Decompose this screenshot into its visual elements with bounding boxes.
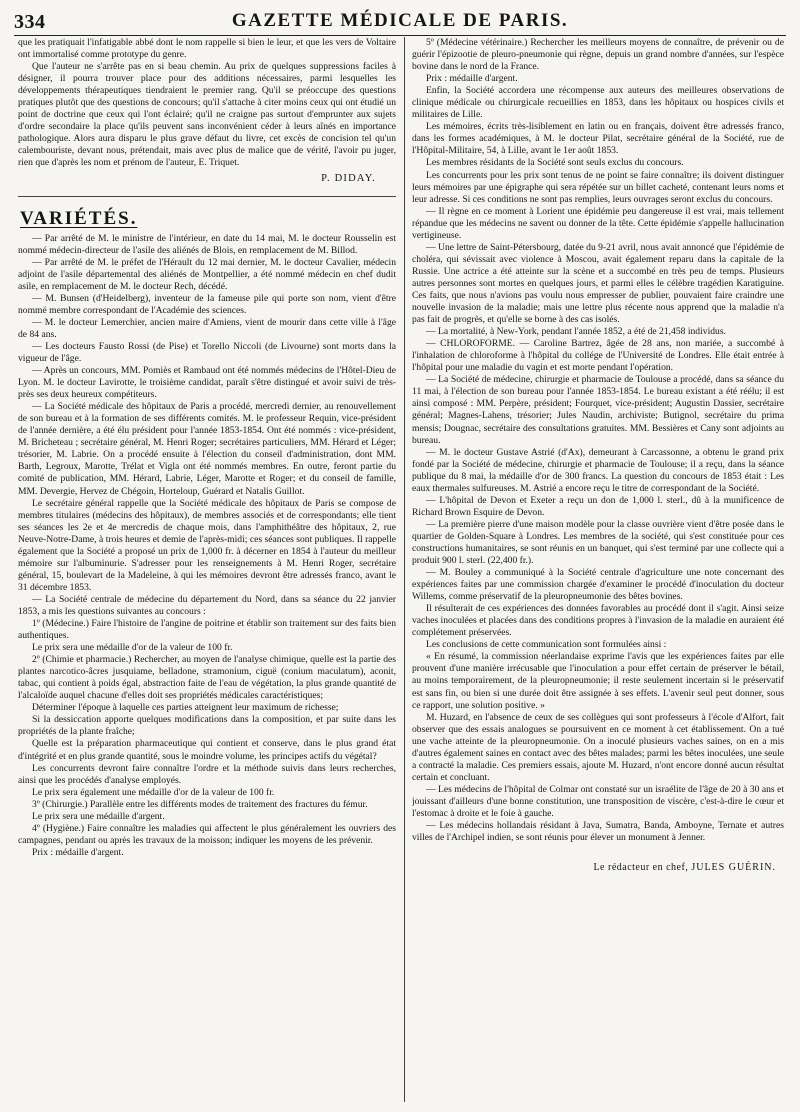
article-paragraph: — L'hôpital de Devon et Exeter a reçu un don de 1,000 l. sterl., dû à la munificence de Richard Brown Esquire de Devon. [412,494,784,518]
article-paragraph: 2º (Chimie et pharmacie.) Rechercher, au moyen de l'analyse chimique, quelle est la partie des plantes narcotico-âcres jusquiame, belladone, stramonium, ciguë (conium maculatum), aconit, tabac, qui contient à poids égal, abstraction faite de l'eau de végétation, la plus grande quantité de l'alcaloïde auquel chacune d'elles doit ses propriétés médicales caractéristiques; [18,654,396,702]
article-paragraph: — M. Bouley a communiqué à la Société centrale d'agriculture une note concernant des expériences faites par une commission chargée d'examiner le procédé d'inoculation du docteur Willems, comme préservatif de la pleuropneumonie des bêtes bovines. [412,567,784,603]
article-paragraph: — Les médecins hollandais résidant à Java, Sumatra, Banda, Amboyne, Ternate et autres villes de l'Archipel indien, se sont réunis pour élever un monument à Jenner. [412,820,784,844]
article-paragraph: — Par arrêté de M. le préfet de l'Hérault du 12 mai dernier, M. le docteur Cavalier, médecin adjoint de l'asile départemental des aliénés de Montpellier, a été nommé médecin en chef dudit asile, en remplacement de M. le docteur Rech, décédé. [18,256,396,292]
article-paragraph: Le prix sera une médaille d'argent. [32,810,165,822]
article-paragraph: — Les médecins de l'hôpital de Colmar ont constaté sur un israélite de l'âge de 20 à 30 ans et jouissant d'ailleurs d'une bonne constitution, une transposition de viscère, c'est-à-dire le cœur et l'estomac à droite et le foie à gauche. [412,783,784,819]
article-paragraph: Enfin, la Société accordera une récompense aux auteurs des meilleures observations de clinique médicale ou chirurgicale recueillies en 1853, dans les hôpitaux ou hospices civils et militaires de Lille. [412,85,784,121]
journal-title: GAZETTE MÉDICALE DE PARIS. [231,10,569,31]
article-paragraph: Il résulterait de ces expériences des données favorables au procédé dont il s'agit. Ainsi seize vaches inoculées et placées dans des conditions propres à l'invasion de la maladie en auraient été complétement préservées. [412,603,784,639]
article-paragraph: Prix : médaille d'argent. [426,73,518,85]
column-divider [404,37,405,1102]
article-paragraph: — La Société de médecine, chirurgie et pharmacie de Toulouse a procédé, dans sa séance du 11 mai, à l'élection de son bureau pour l'année 1853-1854. Le bureau existant a été réélu; il est ainsi composé : MM. Perpère, président; Fourquet, vice-président; Augustin Dassier, secrétaire général; Magnes-Lahens, trésorier; Jules Naudin, archiviste; Butignol, secrétaire du prima mensis; Dougnac, secrétaire des consultations gratuites. MM. Bessières et Cany sont adjoints au bureau. [412,374,784,446]
article-paragraph: 1º (Médecine.) Faire l'histoire de l'angine de poitrine et établir son traitement sur des faits bien authentiques. [18,618,396,642]
article-paragraph: — Par arrêté de M. le ministre de l'intérieur, en date du 14 mai, M. le docteur Rousselin est nommé médecin-directeur de l'asile des aliénés de Blois, en remplacement de M. Billod. [18,232,396,256]
editor-prefix: Le rédacteur en chef, [593,862,689,874]
article-paragraph: Le secrétaire général rappelle que la Société médicale des hôpitaux de Paris se compose de membres titulaires (médecins des hôpitaux), de membres associés et de correspondants; elle tient ses séances les 2e et 4e mercredis de chaque mois, dans l'amphithéâtre des hôpitaux, 2, rue Neuve-Notre-Dame, à trois heures et demie de l'après-midi; ces séances sont publiques. Il rappelle également que la Société a proposé un prix de 1,000 fr. à décerner en 1854 à l'auteur du meilleur mémoire sur l'albuminurie. S'adresser pour les renseignements à M. Henri Roger, secrétaire général, 15, boulevart de la Madeleine, à qui les mémoires devront être adressés franco, avant le 31 décembre 1853. [18,497,396,593]
review-paragraph: Que l'auteur ne s'arrête pas en si beau chemin. Au prix de quelques suppressions faciles à désigner, il pourra trouver place pour des additions nécessaires, parmi lesquelles les développements thérapeutiques tiendraient le premier rang. Qu'il se préoccupe des questions pratiques plutôt que des questions de concours; qu'il s'attache à citer moins ceux qui ont étudié un point de doctrine que ceux qui l'ont éclairé; qu'il ne craigne pas surtout d'emprunter aux sujets d'ordre secondaire la place qu'ils peuvent sans inconvénient céder à leurs aînés en importance pathologique. Alors aura disparu le plus grave défaut du livre, cet excès de concision tel qu'un calembouriste, devant nous, prétendait, mais avec plus de malice que de vérité, l'avoir pu juger, rien que d'après les nom et prénom de l'auteur, E. Triquet. [18,61,396,169]
article-paragraph: Prix : médaille d'argent. [32,846,124,858]
article-paragraph: Les concurrents pour les prix sont tenus de ne point se faire connaître; ils doivent distinguer leurs mémoires par une épigraphe qui sera répétée sur un billet cacheté, contenant leurs noms et leur adresse. Si ces conditions ne sont pas remplies, leurs ouvrages seront exclus du concours. [412,169,784,205]
article-paragraph: Les conclusions de cette communication sont formulées ainsi : [426,639,667,651]
article-paragraph: Si la dessiccation apporte quelques modifications dans la composition, et par suite dans les propriétés de la plante fraîche; [18,714,396,738]
article-paragraph: Les concurrents devront faire connaître l'ordre et la méthode suivis dans leurs recherches, ainsi que les procédés d'analyse employés. [18,762,396,786]
section-separator [18,184,396,204]
article-paragraph: — Une lettre de Saint-Pétersbourg, datée du 9-21 avril, nous avait annoncé que l'épidémie de choléra, qui sévissait avec violence à Moscou, avait également reparu dans la capitale de la Russie. Une actrice a été atteinte sur la scène et a succombé en très peu de temps. Plusieurs autres personnes sont mortes en quelques jours, et parmi elles le célèbre tragédien Karatiguine. Ces faits, que nous n'avions pas voulu nous empresser de publier, pouvaient faire craindre une nouvelle invasion de la maladie; mais une lettre plus récente nous apprend que la maladie n'a pas fait de progrès, et qu'elle se borne à des cas isolés. [412,241,784,326]
review-signature: P. DIDAY. [321,172,376,184]
article-paragraph: — Après un concours, MM. Pomiès et Rambaud ont été nommés médecins de l'Hôtel-Dieu de Lyon. M. le docteur Lavirotte, le troisième candidat, paraît s'être distingué et avoir suivi de très-près ses deux heureux compétiteurs. [18,365,396,401]
editor-signature [412,862,776,873]
varietes-items [18,233,396,859]
article-paragraph: M. Huzard, en l'absence de ceux de ses collègues qui sont professeurs à l'école d'Alfort, fait observer que des essais analogues se poursuivent en ce moment à cet établissement. On a tué une vache atteinte de la pleuropneumonie. On a inoculé plusieurs vaches saines, on en a mis d'autres également saines en contact avec des bêtes malades; parmi les bêtes inoculées, une seule a contracté la maladie. Ces premiers essais, ajoute M. Huzard, n'ont encore donné aucun résultat certain et concluant. [412,711,784,783]
article-paragraph: — La Société centrale de médecine du département du Nord, dans sa séance du 22 janvier 1853, a mis les questions suivantes au concours : [18,593,396,617]
article-paragraph: — M. Bunsen (d'Heidelberg), inventeur de la fameuse pile qui porte son nom, vient d'être nommé membre correspondant de l'Académie des sciences. [18,292,396,316]
section-title: VARIÉTÉS. [20,207,138,229]
page-number: 334 [14,11,46,33]
article-paragraph: 3º (Chirurgie.) Parallèle entre les différents modes de traitement des fractures du fémur. [32,798,368,810]
article-paragraph: — La Société médicale des hôpitaux de Paris a procédé, mercredi dernier, au renouvellement de son bureau et à la formation de ses différents comités. M. le professeur Requin, vice-président de l'année dernière, a été élu président pour l'année 1853-1854. Ont été nommés : vice-président, M. Bricheteau ; secrétaire général, M. Henri Roger; secrétaires particuliers, MM. Hérard et Léger; trésorier, M. Labrie. On a procédé ensuite à l'élection du conseil d'administration, dont MM. Barth, Legroux, Marotte, Trélat et Vigla ont été nommés membres. En outre, feront partie du comité de publication, MM. Hérard, Labrie, Léger, Marotte et Roger; et du conseil de famille, MM. Devergie, Hervez de Chégoin, Horteloup, Guérard et Natalis Guillot. [18,401,396,497]
article-paragraph: « En résumé, la commission néerlandaise exprime l'avis que les expériences faites par elle prouvent d'une manière irrécusable que l'inoculation a pour effet certain de préserver le bétail, au moins temporairement, de la pleuropneumonie; il reste seulement incertain si le préservatif est sans fin, ou bien si une durée doit être assignée à ses effets. L'avenir seul peut donner, sous ce rapport, une solution positive. » [412,651,784,711]
editor-name: JULES GUÉRIN. [691,862,776,874]
article-paragraph: — CHLOROFORME. — Caroline Bartrez, âgée de 28 ans, non mariée, a succombé à l'inhalation de chloroforme à l'hôpital du collége de l'Université de Londres. Elle était entrée à l'hôpital pour une maladie du vagin et est morte pendant l'opération. [412,338,784,374]
news-items [412,37,784,844]
article-paragraph: Quelle est la préparation pharmaceutique qui contient et conserve, dans le plus grand état d'intégrité et en plus grande quantité, sous le moindre volume, les principes actifs du végétal? [18,738,396,762]
article-paragraph: — La première pierre d'une maison modèle pour la classe ouvrière vient d'être posée dans le quartier de Golden-Square à Londres. Les membres de la société, qui s'est constituée pour ces constructions humanitaires, se sont réunis en un banquet, qui s'est terminé par une collecte qui a produit 900 l. sterl. (22,400 fr.). [412,518,784,567]
article-paragraph: Les membres résidants de la Société sont seuls exclus du concours. [426,157,684,169]
article-paragraph: — Il règne en ce moment à Lorient une épidémie peu dangereuse il est vrai, mais tellement répandue que les médecins ne savent ou donner de la tête. Cette épidémie s'appelle hallucination vertigineuse. [412,205,784,241]
article-paragraph: Déterminer l'époque à laquelle ces parties atteignent leur maximum de richesse; [32,702,339,714]
article-paragraph: Les mémoires, écrits très-lisiblement en latin ou en français, doivent être adressés franco, dans les formes académiques, à M. le docteur Pilat, secrétaire général de la Société, rue de l'Hôpital-Militaire, 54, à Lille, avant le 1er août 1853. [412,121,784,157]
article-paragraph: 4º (Hygiène.) Faire connaître les maladies qui affectent le plus généralement les ouvriers des campagnes, pendant ou après les travaux de la moisson; indiquer les moyens de les prévenir. [18,822,396,846]
article-paragraph: Le prix sera également une médaille d'or de la valeur de 100 fr. [32,786,275,798]
article-paragraph: — La mortalité, à New-York, pendant l'année 1852, a été de 21,458 individus. [426,326,726,338]
article-paragraph: Le prix sera une médaille d'or de la valeur de 100 fr. [32,642,233,654]
review-paragraph: que les pratiquait l'infatigable abbé dont le nom rappelle si bien le leur, et que les vers de Voltaire ont immortalisé comme prototype du genre. [18,37,396,61]
left-column [18,37,396,1107]
article-paragraph: — M. le docteur Lemerchier, ancien maire d'Amiens, vient de mourir dans cette ville à l'âge de 84 ans. [18,316,396,340]
article-paragraph: 5º (Médecine vétérinaire.) Rechercher les meilleurs moyens de connaître, de prévenir ou de guérir l'épizootie de pleuro-pneumonie qui règne, depuis un grand nombre d'années, sur l'espèce bovine dans le nord de la France. [412,37,784,73]
article-paragraph: — M. le docteur Gustave Astrié (d'Ax), demeurant à Carcassonne, a obtenu le grand prix fondé par la Société de médecine, chirurgie et pharmacie de Toulouse; il a reçu, dans la séance publique du 8 mai, la médaille d'or de 300 francs. La question du concours de 1853 était : Les eaux thermales sulfureuses. M. Astrié a encore reçu le titre de correspondant de la Société. [412,446,784,494]
page-header [14,5,786,36]
right-column [412,37,784,1107]
article-paragraph: — Les docteurs Fausto Rossi (de Pise) et Torello Niccoli (de Livourne) sont morts dans la vigueur de l'âge. [18,340,396,364]
